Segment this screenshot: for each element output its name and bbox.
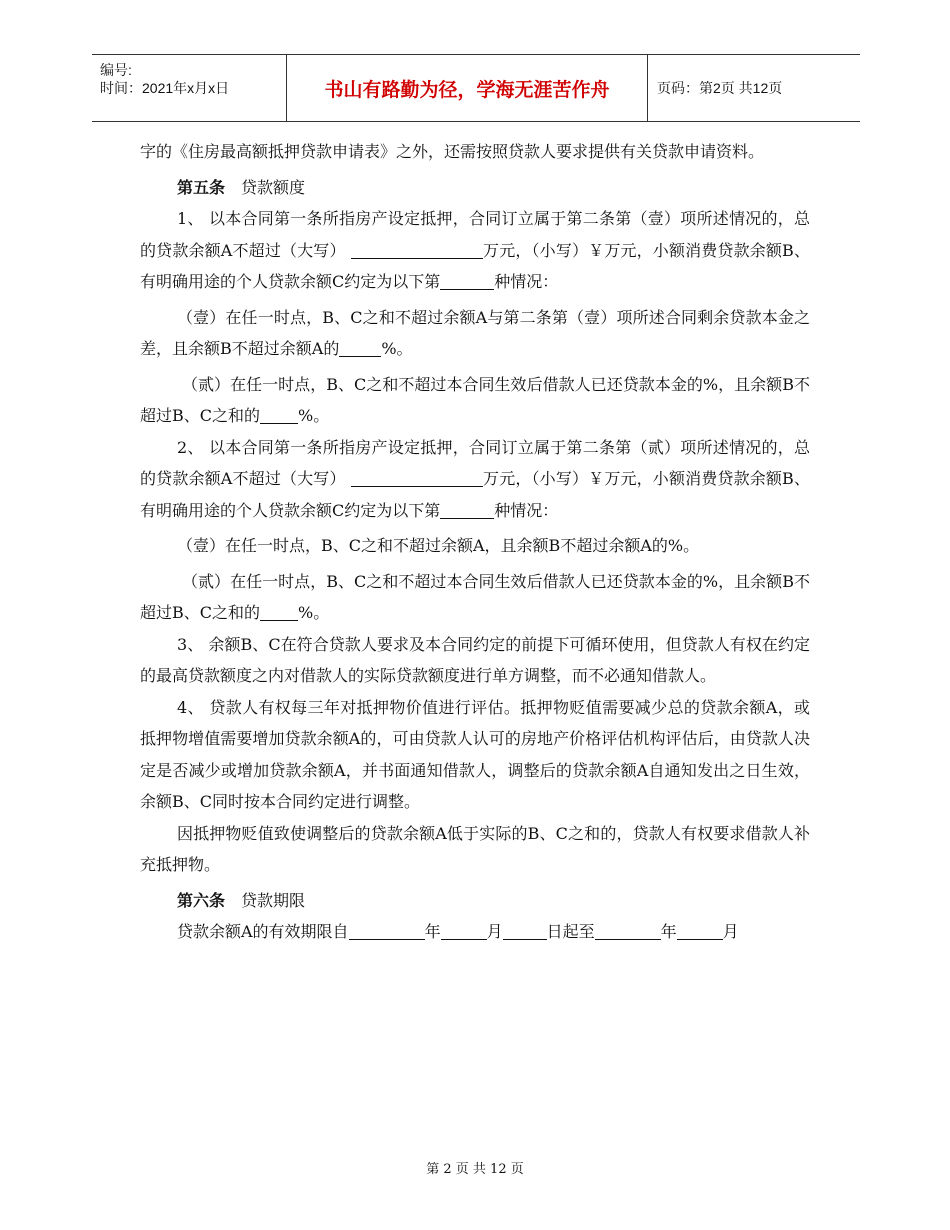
article-number: 第五条 bbox=[177, 177, 226, 197]
article-title: 贷款额度 bbox=[241, 177, 306, 197]
paragraph: 1、 以本合同第一条所指房产设定抵押，合同订立属于第二条第（壹）项所述情况的，总的贷款余额A不超过（大写） 万元，（小写）￥万元，小额消费贷款余额B、有明确用途的个人贷款余额C约定为以下第 种情况： bbox=[140, 209, 810, 291]
blank-field[interactable] bbox=[260, 602, 298, 621]
page-footer: 第 2 页 共 12 页 bbox=[426, 1162, 524, 1177]
paragraph: （贰）在任一时点，B、C之和不超过本合同生效后借款人已还贷款本金的%，且余额B不超过B、C之和的 %。 bbox=[140, 571, 810, 622]
paragraph: （壹）在任一时点，B、C之和不超过余额A，且余额B不超过余额A的%。 bbox=[177, 536, 700, 555]
article-number: 第六条 bbox=[177, 890, 226, 910]
blank-field[interactable] bbox=[440, 271, 494, 290]
paragraph: 因抵押物贬值致使调整后的贷款余额A低于实际的B、C之和的，贷款人有权要求借款人补充抵押物。 bbox=[140, 823, 810, 874]
document-body bbox=[140, 136, 810, 948]
paragraph: 3、 余额B、C在符合贷款人要求及本合同约定的前提下可循环使用，但贷款人有权在约定的最高贷款额度之内对借款人的实际贷款额度进行单方调整，而不必通知借款人。 bbox=[140, 634, 810, 685]
header-motto: 书山有路勤为径，学海无涯苦作舟 bbox=[286, 55, 648, 121]
blank-field[interactable] bbox=[440, 500, 494, 519]
blank-field[interactable] bbox=[260, 405, 298, 424]
paragraph: 4、 贷款人有权每三年对抵押物价值进行评估。抵押物贬值需要减少总的贷款余额A，或抵押物增值需要增加贷款余额A的，可由贷款人认可的房地产价格评估机构评估后，由贷款人决定是否减少或增加贷款余额A，并书面通知借款人，调整后的贷款余额A自通知发出之日生效，余额B、C同时按本合同约定进行调整。 bbox=[140, 697, 810, 811]
page-header bbox=[92, 54, 860, 122]
time-label: 时间：2021年x月x日 bbox=[100, 80, 230, 96]
blank-field[interactable] bbox=[339, 338, 381, 357]
blank-field[interactable] bbox=[503, 921, 547, 940]
paragraph: 字的《住房最高额抵押贷款申请表》之外，还需按照贷款人要求提供有关贷款申请资料。 bbox=[140, 142, 765, 161]
blank-field[interactable] bbox=[441, 921, 487, 940]
blank-field[interactable] bbox=[351, 240, 483, 259]
paragraph: 2、 以本合同第一条所指房产设定抵押，合同订立属于第二条第（贰）项所述情况的，总的贷款余额A不超过（大写） 万元，（小写）￥万元，小额消费贷款余额B、有明确用途的个人贷款余额C约定为以下第 种情况： bbox=[140, 437, 810, 520]
article-heading bbox=[140, 172, 810, 204]
paragraph: （壹）在任一时点，B、C之和不超过余额A与第二条第（壹）项所述合同剩余贷款本金之差，且余额B不超过余额A的 %。 bbox=[140, 307, 810, 358]
header-page-info: 页码：第2页 共12页 bbox=[657, 80, 783, 96]
header-meta bbox=[92, 55, 286, 121]
paragraph: 贷款余额A的有效期限自 年 月 日起至 年 月 bbox=[177, 922, 739, 941]
blank-field[interactable] bbox=[351, 468, 483, 487]
article-heading bbox=[140, 885, 810, 917]
blank-field[interactable] bbox=[349, 921, 425, 940]
paragraph: （贰）在任一时点，B、C之和不超过本合同生效后借款人已还贷款本金的%，且余额B不超过B、C之和的 %。 bbox=[140, 374, 810, 425]
blank-field[interactable] bbox=[595, 921, 661, 940]
blank-field[interactable] bbox=[677, 921, 723, 940]
number-label: 编号: bbox=[100, 62, 132, 78]
article-title: 贷款期限 bbox=[241, 890, 306, 910]
